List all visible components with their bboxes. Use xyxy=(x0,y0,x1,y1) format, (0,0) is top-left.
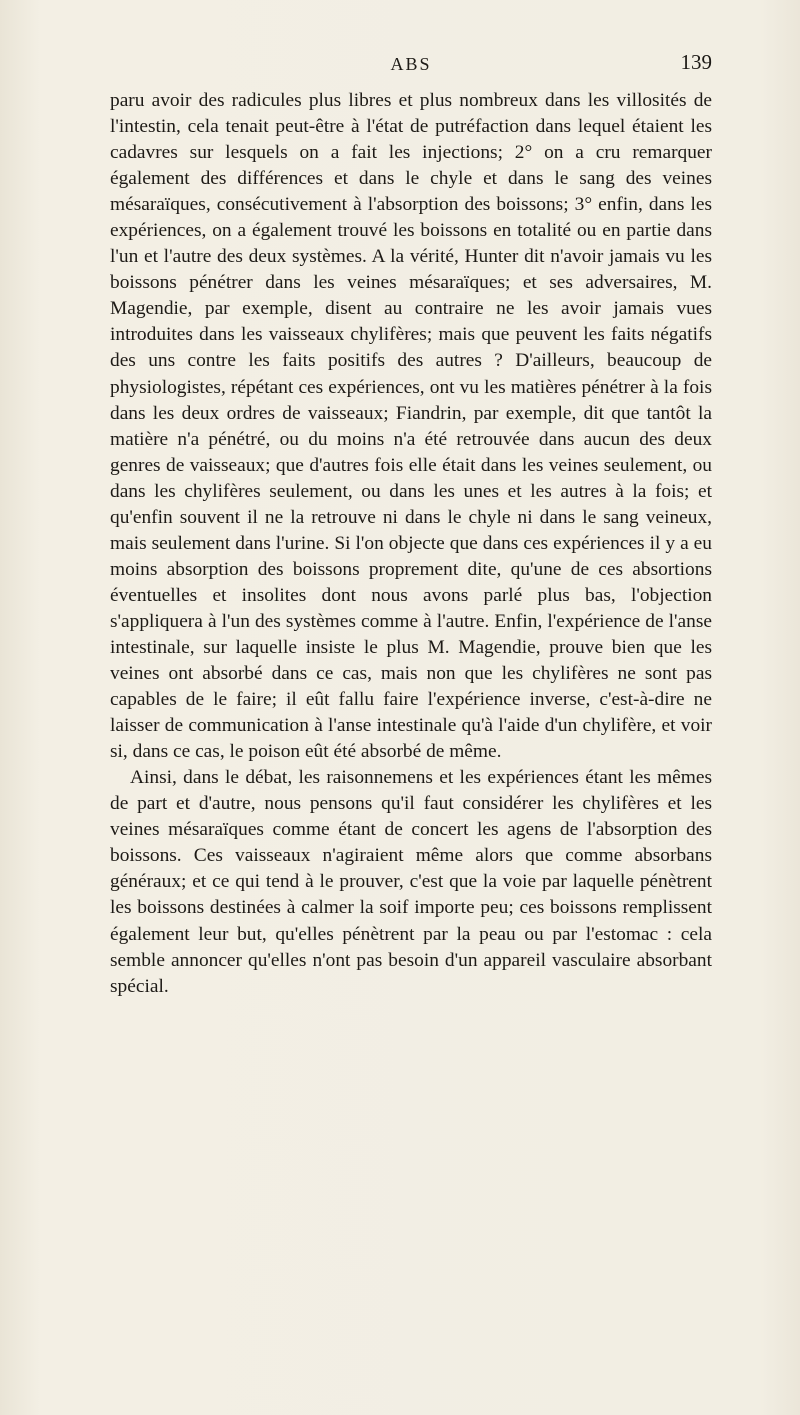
page-header xyxy=(110,50,712,84)
running-head: ABS xyxy=(390,54,432,74)
body-text xyxy=(110,88,712,1000)
paragraph-1: paru avoir des radicules plus libres et plus nombreux dans les villosités de l'intestin, cela tenait peut-être à l'état de putréfaction dans lequel étaient les cadavres sur lesquels on a fait les injections; 2° on a cru remarquer également des différences et dans le chyle et dans le sang des veines mésaraïques, consécutivement à l'absorption des boissons; 3° enfin, dans les expériences, on a également trouvé les boissons en totalité ou en partie dans l'un et l'autre des deux systèmes. A la vérité, Hunter dit n'avoir jamais vu les boissons pénétrer dans les veines mésaraïques; et ses adversaires, M. Magendie, par exemple, disent au contraire ne les avoir jamais vues introduites dans les vaisseaux chylifères; mais que peuvent les faits négatifs des uns contre les faits positifs des autres ? D'ailleurs, beaucoup de physiologistes, répétant ces expériences, ont vu les matières pénétrer à la fois dans les deux ordres de vaisseaux; Fiandrin, par exemple, dit que tantôt la matière n'a pénétré, ou du moins n'a été retrouvée dans aucun des deux genres de vaisseaux; que d'autres fois elle était dans les veines seulement, ou dans les chylifères seulement, ou dans les unes et les autres à la fois; et qu'enfin souvent il ne la retrouve ni dans le chyle ni dans le sang veineux, mais seulement dans l'urine. Si l'on objecte que dans ces expériences il y a eu moins absorption des boissons proprement dite, qu'une de ces absortions éventuelles et insolites dont nous avons parlé plus bas, l'objection s'appliquera à l'un des systèmes comme à l'autre. Enfin, l'expérience de l'anse intestinale, sur laquelle insiste le plus M. Magendie, prouve bien que les veines ont absorbé dans ce cas, mais non que les chylifères ne sont pas capables de le faire; il eût fallu faire l'expérience inverse, c'est-à-dire ne laisser de communication à l'anse intestinale qu'à l'aide d'un chylifère, et voir si, dans ce cas, le poison eût été absorbé de même. xyxy=(110,90,712,763)
page-number: 139 xyxy=(680,50,712,74)
paragraph-2: Ainsi, dans le débat, les raisonnemens et les expériences étant les mêmes de part et d'autre, nous pensons qu'il faut considérer les chylifères et les veines mésaraïques comme étant de concert les agens de l'absorption des boissons. Ces vaisseaux n'agiraient même alors que comme absorbans généraux; et ce qui tend à le prouver, c'est que la voie par laquelle pénètrent les boissons destinées à calmer la soif importe peu; ces boissons remplissent également leur but, qu'elles pénètrent par la peau ou par l'estomac : cela semble annoncer qu'elles n'ont pas besoin d'un appareil vasculaire absorbant spécial. xyxy=(110,767,712,997)
